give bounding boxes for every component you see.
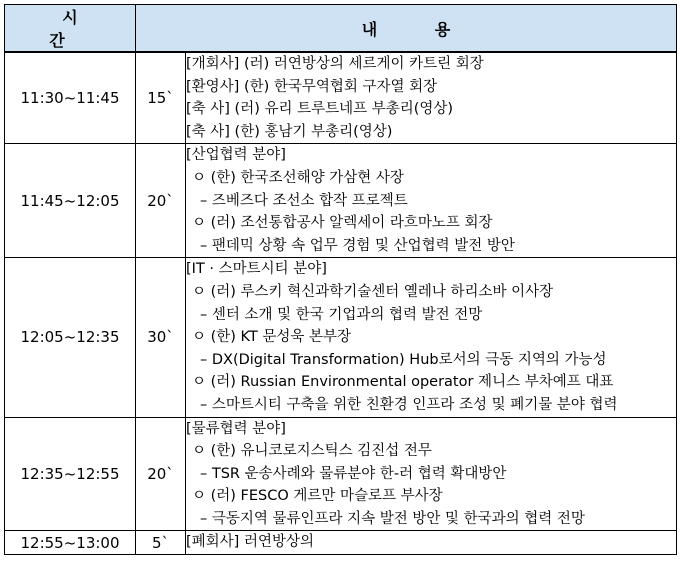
content-line: [축 사] (한) 홍남기 부총리(영상) — [186, 123, 393, 140]
table-row — [5, 52, 677, 144]
speaker-line: ㅇ (러) 루스키 혁신과학기술센터 옐레나 하리소바 이사장 — [192, 283, 554, 300]
topic-line: – 즈베즈다 조선소 합작 프로젝트 — [200, 192, 408, 209]
speaker-line: ㅇ (한) KT 문성욱 본부장 — [192, 329, 352, 346]
speaker-line: ㅇ (러) FESCO 게르만 마슬로프 부사장 — [192, 488, 443, 505]
content-cell — [186, 258, 677, 417]
header-content: 내 용 — [136, 5, 677, 53]
section-title: [물류협력 분야] — [186, 420, 286, 437]
table-row — [5, 258, 677, 417]
table-row — [5, 144, 677, 258]
section-title: [IT · 스마트시티 분야] — [186, 261, 327, 278]
table-row — [5, 531, 677, 555]
speaker-line: ㅇ (러) Russian Environmental operator 제니스 부차예프 대표 — [192, 374, 614, 391]
topic-line: – TSR 운송사례와 물류분야 한-러 협력 확대방안 — [200, 465, 507, 482]
table-row — [5, 417, 677, 531]
duration-cell: 20` — [136, 417, 186, 531]
duration-cell: 15` — [136, 52, 186, 144]
schedule-table — [4, 4, 677, 555]
content-cell — [186, 144, 677, 258]
content-cell — [186, 417, 677, 531]
content-line: [환영사] (한) 한국무역협회 구자열 회장 — [186, 78, 438, 95]
topic-line: – DX(Digital Transformation) Hub로서의 극동 지역의 가능성 — [200, 351, 607, 368]
speaker-line: ㅇ (한) 한국조선해양 가삼현 사장 — [192, 169, 404, 186]
topic-line: – 극동지역 물류인프라 지속 발전 방안 및 한국과의 협력 전망 — [200, 510, 585, 527]
header-row — [5, 5, 677, 53]
time-cell: 12:55~13:00 — [5, 531, 136, 555]
topic-line: – 스마트시티 구축을 위한 친환경 인프라 조성 및 폐기물 분야 협력 — [200, 396, 618, 413]
time-cell: 12:35~12:55 — [5, 417, 136, 531]
content-line: [개회사] (러) 러연방상의 세르게이 카트린 회장 — [186, 56, 484, 72]
content-cell — [186, 531, 677, 555]
time-cell: 11:45~12:05 — [5, 144, 136, 258]
speaker-line: ㅇ (한) 유니코로지스틱스 김진섭 전무 — [192, 443, 432, 460]
content-line: [폐회사] 러연방상의 — [186, 534, 314, 551]
duration-cell: 20` — [136, 144, 186, 258]
time-cell: 12:05~12:35 — [5, 258, 136, 417]
duration-cell: 5` — [136, 531, 186, 555]
header-time: 시 간 — [5, 5, 136, 53]
topic-line: – 센터 소개 및 한국 기업과의 협력 발전 전망 — [200, 306, 483, 323]
content-line: [축 사] (러) 유리 트루트네프 부총리(영상) — [186, 101, 454, 118]
duration-cell: 30` — [136, 258, 186, 417]
section-title: [산업협력 분야] — [186, 147, 286, 164]
topic-line: – 팬데믹 상황 속 업무 경험 및 산업협력 발전 방안 — [200, 237, 515, 254]
time-cell: 11:30~11:45 — [5, 52, 136, 144]
content-cell — [186, 52, 677, 144]
speaker-line: ㅇ (러) 조선통합공사 알렉세이 라흐마노프 회장 — [192, 215, 493, 232]
